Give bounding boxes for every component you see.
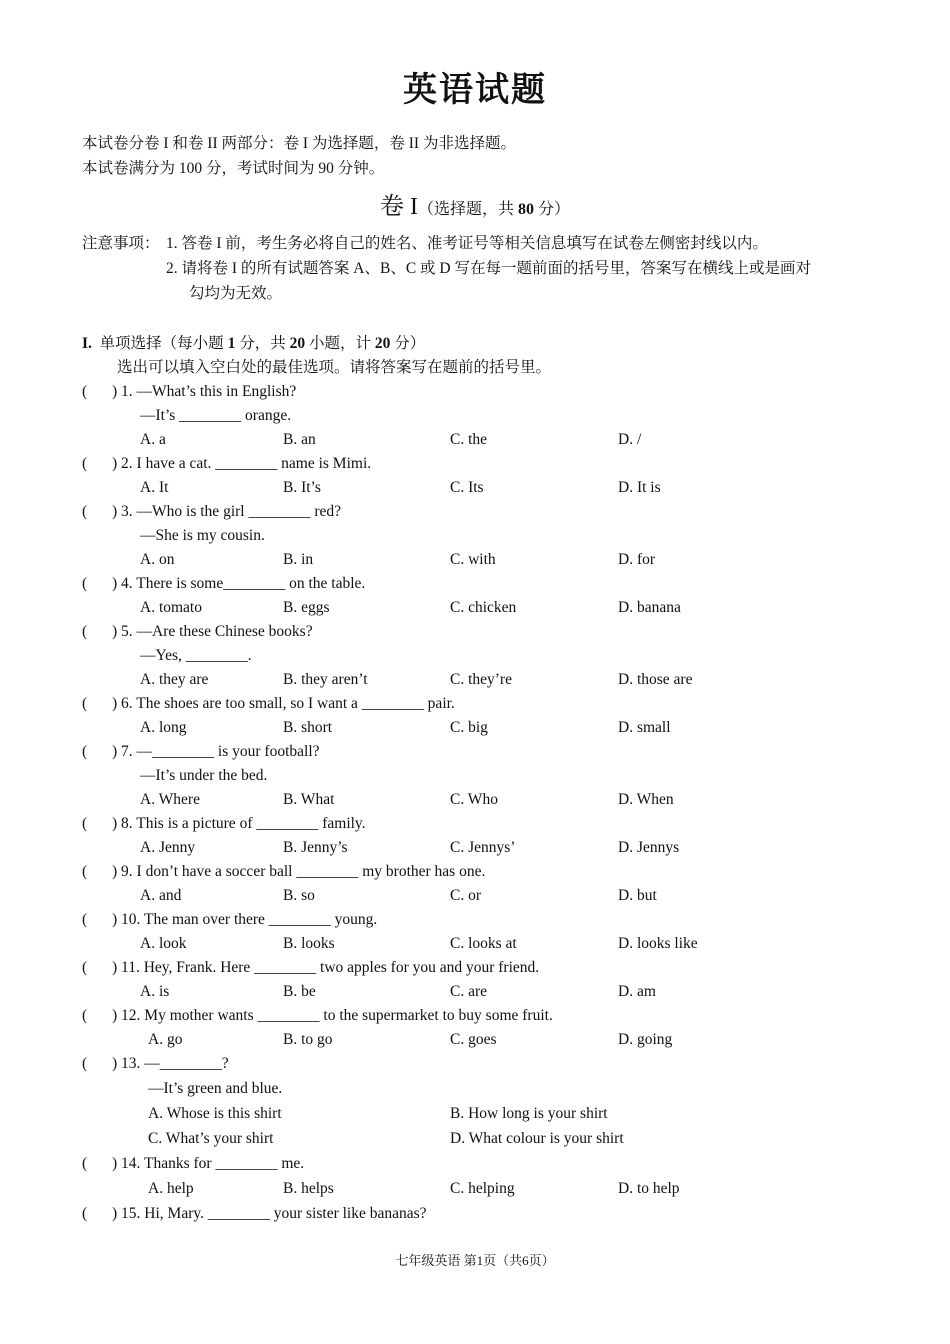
- option-d: D. looks like: [618, 935, 698, 952]
- intro-line-1: 本试卷分卷 I 和卷 II 两部分：卷 I 为选择题，卷 II 为非选择题。: [82, 135, 516, 152]
- question-8: [0, 814, 950, 838]
- option-b: B. eggs: [283, 599, 330, 616]
- option-b: B. to go: [283, 1031, 333, 1048]
- question-stem: ) 1. —What’s this in English?: [112, 383, 297, 400]
- option-a: A. tomato: [140, 599, 202, 616]
- question-stem: ) 5. —Are these Chinese books?: [112, 623, 313, 640]
- section-score-each: 1: [227, 335, 236, 352]
- option-d: D. small: [618, 719, 671, 736]
- question-2-options: [0, 478, 950, 502]
- option-c: C. Who: [450, 791, 498, 808]
- question-10-options: [0, 934, 950, 958]
- question-4: [0, 574, 950, 598]
- option-c: C. goes: [450, 1031, 497, 1048]
- section-heading: [82, 334, 425, 354]
- question-13: [0, 1054, 950, 1078]
- question-1: [0, 382, 950, 406]
- question-13-options-ab: [0, 1104, 950, 1128]
- answer-paren[interactable]: (: [82, 863, 88, 880]
- option-d: D. Jennys: [618, 839, 680, 856]
- option-b: B. What: [283, 791, 335, 808]
- option-c: C. or: [450, 887, 481, 904]
- option-c: C. the: [450, 431, 488, 448]
- notice-item-2: 2. 请将卷 I 的所有试题答案 A、B、C 或 D 写在每一题前面的括号里，答案写在横线上或是画对: [166, 260, 811, 277]
- volume-note-post: 分）: [534, 201, 571, 218]
- option-a: A. It: [140, 479, 169, 496]
- option-d: D. but: [618, 887, 657, 904]
- option-a: A. Whose is this shirt: [148, 1105, 282, 1122]
- option-b: B. How long is your shirt: [450, 1105, 608, 1122]
- option-a: A. go: [148, 1031, 183, 1048]
- question-stem-cont: —It’s under the bed.: [140, 767, 268, 784]
- option-a: A. a: [140, 431, 166, 448]
- option-b: B. be: [283, 983, 316, 1000]
- option-c: C. What’s your shirt: [148, 1130, 274, 1147]
- option-c: C. big: [450, 719, 488, 736]
- volume-label: 卷 I: [379, 194, 418, 220]
- question-8-options: [0, 838, 950, 862]
- answer-paren[interactable]: (: [82, 911, 88, 928]
- question-3-options: [0, 550, 950, 574]
- option-b: B. they aren’t: [283, 671, 368, 688]
- section-total: 20: [374, 335, 391, 352]
- question-stem: ) 2. I have a cat. ________ name is Mimi.: [112, 455, 372, 472]
- option-b: B. It’s: [283, 479, 321, 496]
- question-4-options: [0, 598, 950, 622]
- answer-paren[interactable]: (: [82, 1007, 88, 1024]
- option-d: D. What colour is your shirt: [450, 1130, 624, 1147]
- question-6-options: [0, 718, 950, 742]
- option-c: C. they’re: [450, 671, 512, 688]
- option-a: A. long: [140, 719, 187, 736]
- option-c: C. Its: [450, 479, 484, 496]
- answer-paren[interactable]: (: [82, 1155, 88, 1172]
- option-b: B. an: [283, 431, 316, 448]
- question-13-options-cd: [0, 1129, 950, 1153]
- page-title: 英语试题: [403, 70, 547, 110]
- question-stem: ) 11. Hey, Frank. Here ________ two apples for you and your friend.: [112, 959, 540, 976]
- option-b: B. in: [283, 551, 314, 568]
- answer-paren[interactable]: (: [82, 503, 88, 520]
- question-stem-cont: —It’s green and blue.: [148, 1080, 283, 1097]
- question-2: [0, 454, 950, 478]
- question-stem: ) 6. The shoes are too small, so I want a ________ pair.: [112, 695, 455, 712]
- option-d: D. When: [618, 791, 674, 808]
- volume-score: 80: [518, 201, 534, 218]
- option-a: A. they are: [140, 671, 209, 688]
- question-3: [0, 502, 950, 526]
- question-5-cont: [0, 646, 950, 670]
- answer-paren[interactable]: (: [82, 623, 88, 640]
- question-6: [0, 694, 950, 718]
- section-text: 分，共: [235, 335, 290, 352]
- question-stem: ) 12. My mother wants ________ to the supermarket to buy some fruit.: [112, 1007, 553, 1024]
- question-stem: ) 4. There is some________ on the table.: [112, 575, 366, 592]
- option-a: A. Jenny: [140, 839, 196, 856]
- question-5-options: [0, 670, 950, 694]
- question-12-options: [0, 1030, 950, 1054]
- answer-paren[interactable]: (: [82, 1205, 88, 1222]
- question-9: [0, 862, 950, 886]
- question-stem: ) 15. Hi, Mary. ________ your sister like bananas?: [112, 1205, 427, 1222]
- option-b: B. Jenny’s: [283, 839, 348, 856]
- question-14-options: [0, 1179, 950, 1203]
- question-stem: ) 10. The man over there ________ young.: [112, 911, 378, 928]
- option-d: D. to help: [618, 1180, 680, 1197]
- option-a: A. is: [140, 983, 170, 1000]
- option-d: D. It is: [618, 479, 661, 496]
- section-text: 分）: [390, 335, 426, 352]
- option-a: A. on: [140, 551, 175, 568]
- question-9-options: [0, 886, 950, 910]
- question-stem-cont: —She is my cousin.: [140, 527, 265, 544]
- question-7-options: [0, 790, 950, 814]
- question-stem: ) 3. —Who is the girl ________ red?: [112, 503, 342, 520]
- option-b: B. helps: [283, 1180, 334, 1197]
- question-stem: ) 8. This is a picture of ________ family.: [112, 815, 366, 832]
- notice-label: 注意事项：: [82, 235, 160, 252]
- option-c: C. helping: [450, 1180, 515, 1197]
- volume-note-pre: （选择题，共: [417, 201, 518, 218]
- question-13-cont: [0, 1079, 950, 1103]
- question-15: [0, 1204, 950, 1228]
- answer-paren[interactable]: (: [82, 959, 88, 976]
- answer-paren[interactable]: (: [82, 695, 88, 712]
- question-11-options: [0, 982, 950, 1006]
- question-7: [0, 742, 950, 766]
- option-d: D. banana: [618, 599, 681, 616]
- question-stem-cont: —It’s ________ orange.: [140, 407, 292, 424]
- option-c: C. chicken: [450, 599, 517, 616]
- option-c: C. looks at: [450, 935, 517, 952]
- answer-paren[interactable]: (: [82, 1055, 88, 1072]
- notice-item-2-cont: 勾均为无效。: [189, 285, 283, 302]
- volume-heading: [0, 186, 950, 221]
- option-d: D. those are: [618, 671, 693, 688]
- option-a: A. help: [148, 1180, 194, 1197]
- option-b: B. so: [283, 887, 315, 904]
- question-stem: ) 9. I don’t have a soccer ball ________ my brother has one.: [112, 863, 486, 880]
- question-1-cont: [0, 406, 950, 430]
- question-7-cont: [0, 766, 950, 790]
- option-c: C. Jennys’: [450, 839, 516, 856]
- notice-item-1: 1. 答卷 I 前，考生务必将自己的姓名、准考证号等相关信息填写在试卷左侧密封线以内。: [166, 235, 768, 252]
- answer-paren[interactable]: (: [82, 743, 88, 760]
- question-1-options: [0, 430, 950, 454]
- question-12: [0, 1006, 950, 1030]
- option-d: D. going: [618, 1031, 673, 1048]
- section-number: I.: [82, 335, 92, 352]
- question-3-cont: [0, 526, 950, 550]
- section-text: 小题，计: [305, 335, 375, 352]
- answer-paren[interactable]: (: [82, 383, 88, 400]
- option-d: D. for: [618, 551, 656, 568]
- question-stem: ) 13. —________?: [112, 1055, 229, 1072]
- section-count: 20: [289, 335, 306, 352]
- question-11: [0, 958, 950, 982]
- option-d: D. /: [618, 431, 642, 448]
- question-stem: ) 7. —________ is your football?: [112, 743, 320, 760]
- section-name: 单项选择（每小题: [99, 335, 228, 352]
- option-b: B. short: [283, 719, 333, 736]
- question-10: [0, 910, 950, 934]
- option-c: C. are: [450, 983, 488, 1000]
- section-instruction: 选出可以填入空白处的最佳选项。请将答案写在题前的括号里。: [117, 359, 552, 376]
- option-d: D. am: [618, 983, 656, 1000]
- intro-line-2: 本试卷满分为 100 分，考试时间为 90 分钟。: [82, 160, 385, 177]
- answer-paren[interactable]: (: [82, 455, 88, 472]
- option-a: A. and: [140, 887, 182, 904]
- question-stem: ) 14. Thanks for ________ me.: [112, 1155, 305, 1172]
- question-stem-cont: —Yes, ________.: [140, 647, 252, 664]
- option-b: B. looks: [283, 935, 335, 952]
- option-c: C. with: [450, 551, 496, 568]
- option-a: A. look: [140, 935, 187, 952]
- question-14: [0, 1154, 950, 1178]
- question-5: [0, 622, 950, 646]
- answer-paren[interactable]: (: [82, 815, 88, 832]
- option-a: A. Where: [140, 791, 200, 808]
- answer-paren[interactable]: (: [82, 575, 88, 592]
- page-footer: 七年级英语 第1页（共6页）: [395, 1253, 555, 1268]
